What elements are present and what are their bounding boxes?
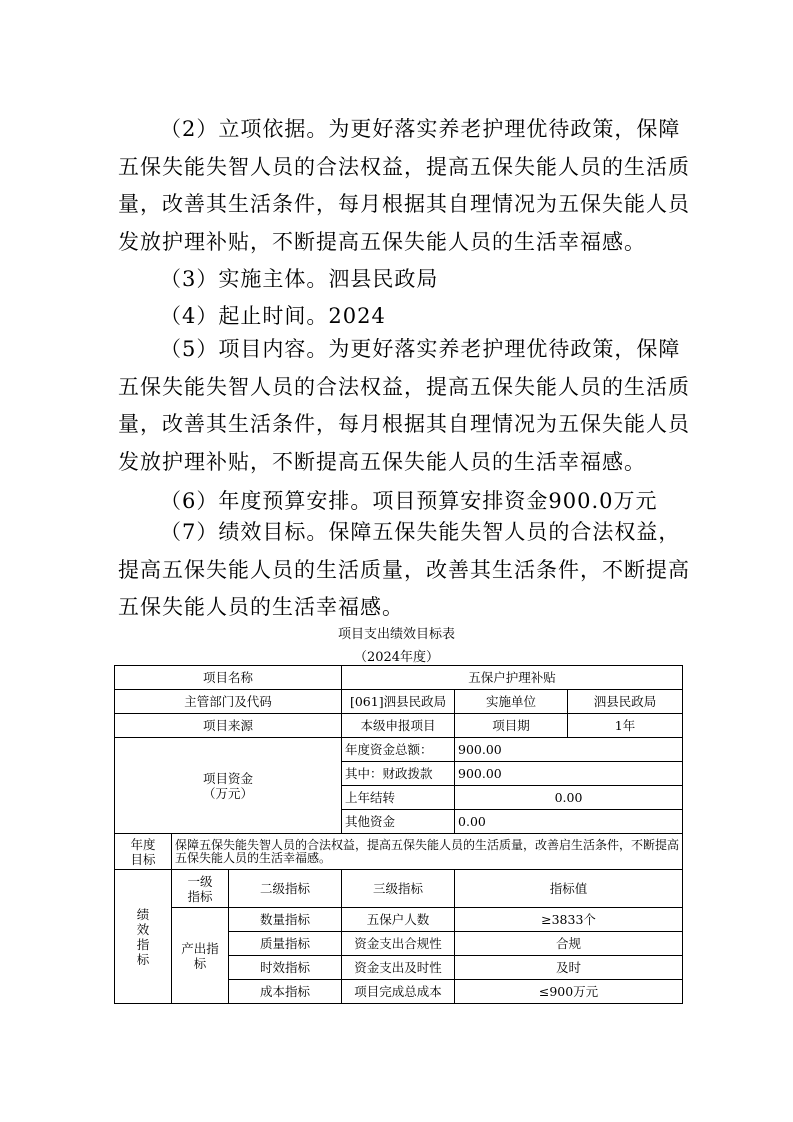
project-name-label: 项目名称: [115, 666, 342, 690]
paragraph-goal: （7）绩效目标。保障五保失能失智人员的合法权益，提高五保失能人员的生活质量，改善其生活条件，不断提高五保失能人员的生活幸福感。: [118, 520, 690, 619]
indicator-level3: 五保户人数: [342, 908, 455, 932]
output-label-line2: 标: [193, 955, 207, 971]
period-label: 项目期: [455, 714, 568, 738]
period-value: 1年: [568, 714, 683, 738]
source-value: 本级申报项目: [342, 714, 455, 738]
funds-carryover-label: 上年结转: [342, 786, 455, 810]
table-row: [115, 870, 683, 908]
paragraph-basis: （2）立项依据。为更好落实养老护理优待政策，保障五保失能失智人员的合法权益，提高五保失能人员的生活质量，改善其生活条件，每月根据其自理情况为五保失能人员发放护理补贴，不断提高五保失能人员的生活幸福感。: [118, 117, 690, 254]
table-row: [115, 666, 683, 690]
indicator-level3: 项目完成总成本: [342, 980, 455, 1004]
level2-header: 二级指标: [229, 870, 342, 908]
indicator-level2: 质量指标: [229, 932, 342, 956]
indicator-level3: 资金支出合规性: [342, 932, 455, 956]
perf-label-char: 指: [136, 936, 150, 952]
funds-fiscal-value: 900.00: [455, 762, 683, 786]
level1-header: [172, 870, 229, 908]
source-label: 项目来源: [115, 714, 342, 738]
value-header: 指标值: [455, 870, 683, 908]
annual-goal-label-line2: 目标: [130, 851, 156, 867]
table-row: [115, 714, 683, 738]
funds-fiscal-label: 其中：财政拨款: [342, 762, 455, 786]
annual-goal-label-line1: 年度: [130, 836, 156, 852]
impl-unit-value: 泗县民政局: [568, 690, 683, 714]
table-row: [115, 690, 683, 714]
perf-label-char: 绩: [136, 906, 150, 922]
funds-other-label: 其他资金: [342, 810, 455, 834]
indicator-value: ≥3833个: [455, 908, 683, 932]
table-row: [115, 738, 683, 762]
table-row: [115, 834, 683, 870]
output-label-line1: 产出指: [181, 940, 219, 956]
perf-label-char: 效: [136, 921, 150, 937]
level1-header-line1: 一级: [187, 873, 213, 889]
table-title: 项目支出绩效目标表: [337, 627, 455, 642]
funds-label: [115, 738, 342, 834]
funds-total-label: 年度资金总额：: [342, 738, 455, 762]
perf-indicator-label: [115, 870, 172, 1004]
indicator-level2: 数量指标: [229, 908, 342, 932]
paragraph-subject: （3）实施主体。泗县民政局: [160, 267, 439, 291]
level3-header: 三级指标: [342, 870, 455, 908]
indicator-level2: 成本指标: [229, 980, 342, 1004]
funds-label-line1: 项目资金: [203, 770, 254, 786]
output-indicator-label: [172, 908, 229, 1004]
paragraph-period: （4）起止时间。2024: [160, 304, 386, 328]
impl-unit-label: 实施单位: [455, 690, 568, 714]
perf-label-char: 标: [136, 951, 150, 967]
indicator-value: 及时: [455, 956, 683, 980]
dept-label: 主管部门及代码: [115, 690, 342, 714]
funds-carryover-value: 0.00: [455, 786, 683, 810]
funds-total-value: 900.00: [455, 738, 683, 762]
table-row: [115, 908, 683, 932]
paragraph-content: （5）项目内容。为更好落实养老护理优待政策，保障五保失能失智人员的合法权益，提高五保失能人员的生活质量，改善其生活条件，每月根据其自理情况为五保失能人员发放护理补贴，不断提高五保失能人员的生活幸福感。: [118, 337, 690, 474]
table-subtitle: （2024年度）: [353, 650, 440, 665]
indicator-level3: 资金支出及时性: [342, 956, 455, 980]
paragraph-budget: （6）年度预算安排。项目预算安排资金900.0万元: [160, 489, 658, 513]
funds-other-value: 0.00: [455, 810, 683, 834]
funds-label-line2: （万元）: [203, 785, 254, 801]
annual-goal-text: 保障五保失能失智人员的合法权益，提高五保失能人员的生活质量，改善启生活条件，不断提高五保失能人员的生活幸福感。: [172, 834, 683, 870]
indicator-level2: 时效指标: [229, 956, 342, 980]
level1-header-line2: 指标: [187, 888, 213, 904]
project-name-value: 五保户护理补贴: [342, 666, 683, 690]
indicator-value: ≤900万元: [455, 980, 683, 1004]
performance-table: [114, 665, 683, 1004]
indicator-value: 合规: [455, 932, 683, 956]
dept-value: [061]泗县民政局: [342, 690, 455, 714]
annual-goal-label: [115, 834, 172, 870]
